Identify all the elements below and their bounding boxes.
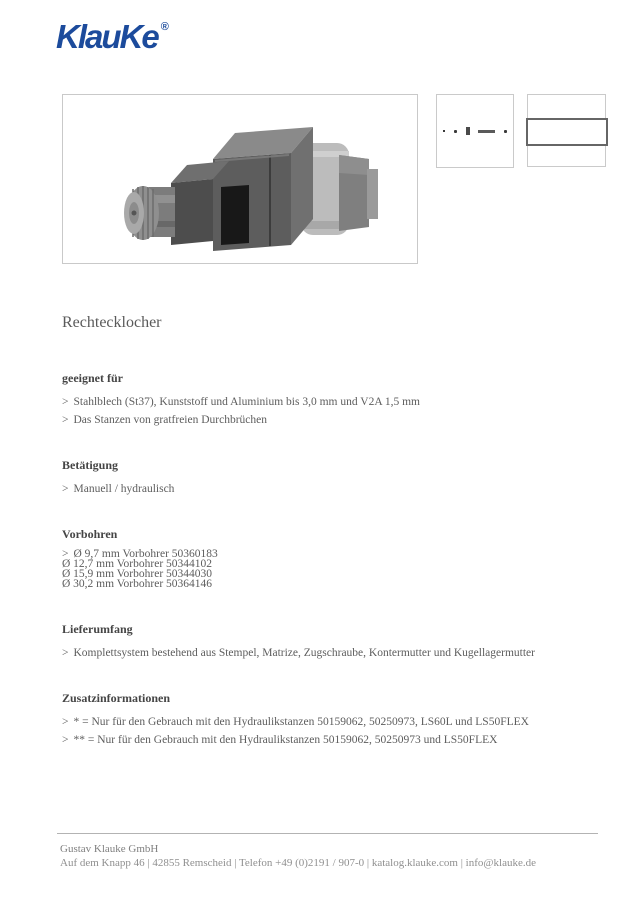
klauke-logo [56, 18, 169, 56]
bar-icon [466, 127, 470, 135]
list-item [62, 411, 607, 429]
list-item [62, 713, 607, 731]
item-bullet: > [62, 647, 69, 659]
product-photo-frame [62, 94, 418, 264]
list-item [62, 644, 607, 662]
size-selector-panel [527, 94, 606, 167]
rectangular-punch-photo [63, 95, 419, 263]
list-item [62, 731, 607, 749]
section-heading: Lieferumfang [62, 622, 133, 636]
item-bullet: > [62, 483, 69, 495]
section-zusatzinformationen [62, 691, 607, 749]
product-content [62, 314, 607, 749]
item-bullet: > [62, 734, 69, 746]
item-text: * = Nur für den Gebrauch mit den Hydraulikstanzen 50159062, 50250973, LS60L und LS50FLEX [73, 716, 529, 728]
item-bullet: > [62, 396, 69, 408]
slot-icon [478, 130, 495, 133]
dot-icon [504, 130, 507, 133]
footer-contact: Auf dem Knapp 46 | 42855 Remscheid | Telefon +49 (0)2191 / 907-0 | katalog.klauke.com | info@klauke.de [60, 857, 536, 869]
klauke-logo-text: KlauKe [56, 18, 158, 55]
list-item [62, 393, 607, 411]
section-vorbohren [62, 527, 607, 589]
dot-icon [443, 130, 445, 132]
item-bullet: > [62, 548, 69, 560]
item-text: ** = Nur für den Gebrauch mit den Hydraulikstanzen 50159062, 50250973 und LS50FLEX [73, 734, 498, 746]
section-heading: Zusatzinformationen [62, 691, 170, 705]
item-bullet: > [62, 716, 69, 728]
item-text: Ø 9,7 mm Vorbohrer 50360183 [73, 548, 218, 560]
dot-icon [454, 130, 457, 133]
item-text: Ø 15,9 mm Vorbohrer 50344030 [62, 568, 213, 580]
footer-company: Gustav Klauke GmbH [60, 843, 159, 855]
item-text: Manuell / hydraulisch [73, 483, 175, 495]
registered-trademark-icon: ® [160, 21, 169, 33]
section-heading: Betätigung [62, 458, 119, 472]
item-bullet: > [62, 414, 69, 426]
punch-shape-icon-strip [436, 94, 514, 168]
section-betaetigung [62, 458, 607, 498]
section-lieferumfang [62, 622, 607, 662]
section-heading: Vorbohren [62, 527, 118, 541]
item-text: Komplettsystem bestehend aus Stempel, Matrize, Zugschraube, Kontermutter und Kugellagermutter [73, 647, 535, 659]
selected-size-band [526, 118, 608, 146]
item-text: Stahlblech (St37), Kunststoff und Aluminium bis 3,0 mm und V2A 1,5 mm [73, 396, 421, 408]
item-text: Das Stanzen von gratfreien Durchbrüchen [73, 414, 268, 426]
item-text: Ø 12,7 mm Vorbohrer 50344102 [62, 558, 213, 570]
list-item [62, 480, 607, 498]
page-title: Rechtecklocher [62, 314, 162, 331]
section-geeignet-fuer [62, 371, 607, 429]
footer-divider [57, 833, 598, 834]
section-heading: geeignet für [62, 371, 123, 385]
list-item [62, 579, 607, 589]
item-text: Ø 30,2 mm Vorbohrer 50364146 [62, 578, 213, 590]
